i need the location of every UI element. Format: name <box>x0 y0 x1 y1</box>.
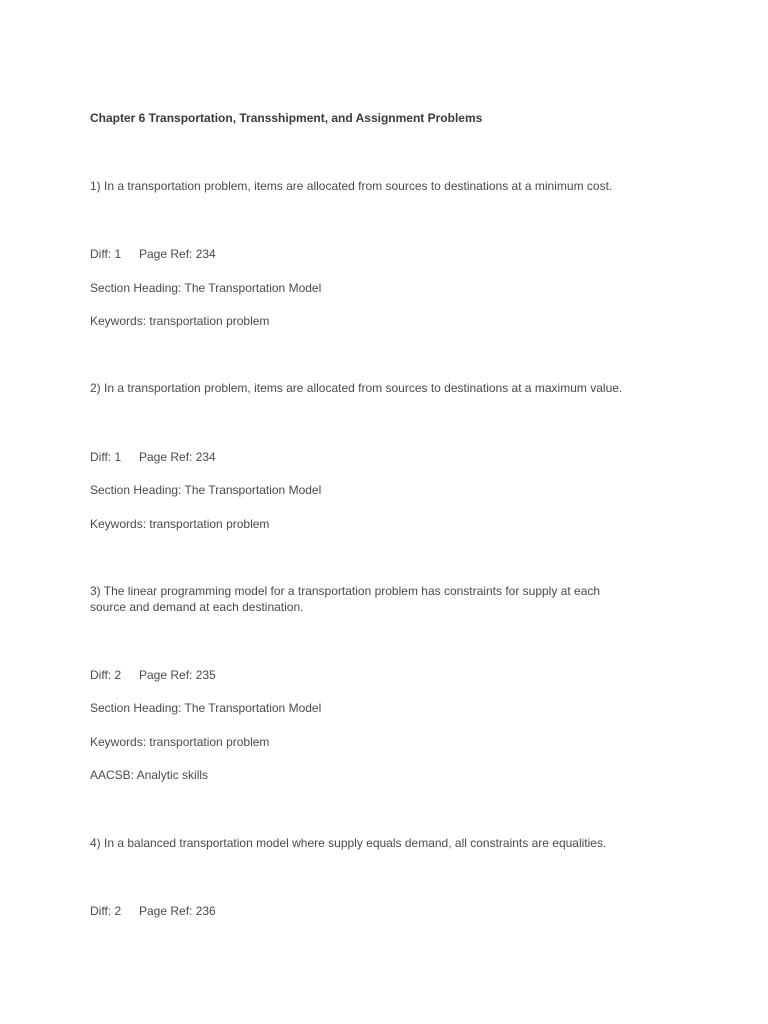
question-4-text: 4) In a balanced transportation model where supply equals demand, all constraints are equalities. <box>90 836 607 850</box>
question-2-meta <box>90 449 690 465</box>
question-1-diff: Diff: 1 <box>90 247 122 261</box>
question-1-page-ref: Page Ref: 234 <box>139 247 216 261</box>
question-1-meta <box>90 246 690 262</box>
question-2-text: 2) In a transportation problem, items are allocated from sources to destinations at a maximum value. <box>90 381 623 395</box>
question-1-section: Section Heading: The Transportation Model <box>90 281 322 295</box>
question-3-diff: Diff: 2 <box>90 668 122 682</box>
question-4-meta <box>90 903 690 919</box>
question-4-diff: Diff: 2 <box>90 904 122 918</box>
question-3-meta <box>90 667 690 683</box>
question-3-text-line-1: 3) The linear programming model for a transportation problem has constraints for supply at each <box>90 584 601 598</box>
question-2-section: Section Heading: The Transportation Model <box>90 483 322 497</box>
question-3-keywords: Keywords: transportation problem <box>90 735 270 749</box>
chapter-title: Chapter 6 Transportation, Transshipment, and Assignment Problems <box>90 111 483 125</box>
question-3-page-ref: Page Ref: 235 <box>139 668 216 682</box>
question-3-aacsb: AACSB: Analytic skills <box>90 768 209 782</box>
question-4-page-ref: Page Ref: 236 <box>139 904 216 918</box>
question-1-text: 1) In a transportation problem, items are allocated from sources to destinations at a minimum cost. <box>90 179 613 193</box>
question-2-diff: Diff: 1 <box>90 450 122 464</box>
question-1-keywords: Keywords: transportation problem <box>90 314 270 328</box>
question-3-text-line-2: source and demand at each destination. <box>90 600 304 614</box>
question-2-page-ref: Page Ref: 234 <box>139 450 216 464</box>
question-2-keywords: Keywords: transportation problem <box>90 517 270 531</box>
question-3-section: Section Heading: The Transportation Model <box>90 701 322 715</box>
